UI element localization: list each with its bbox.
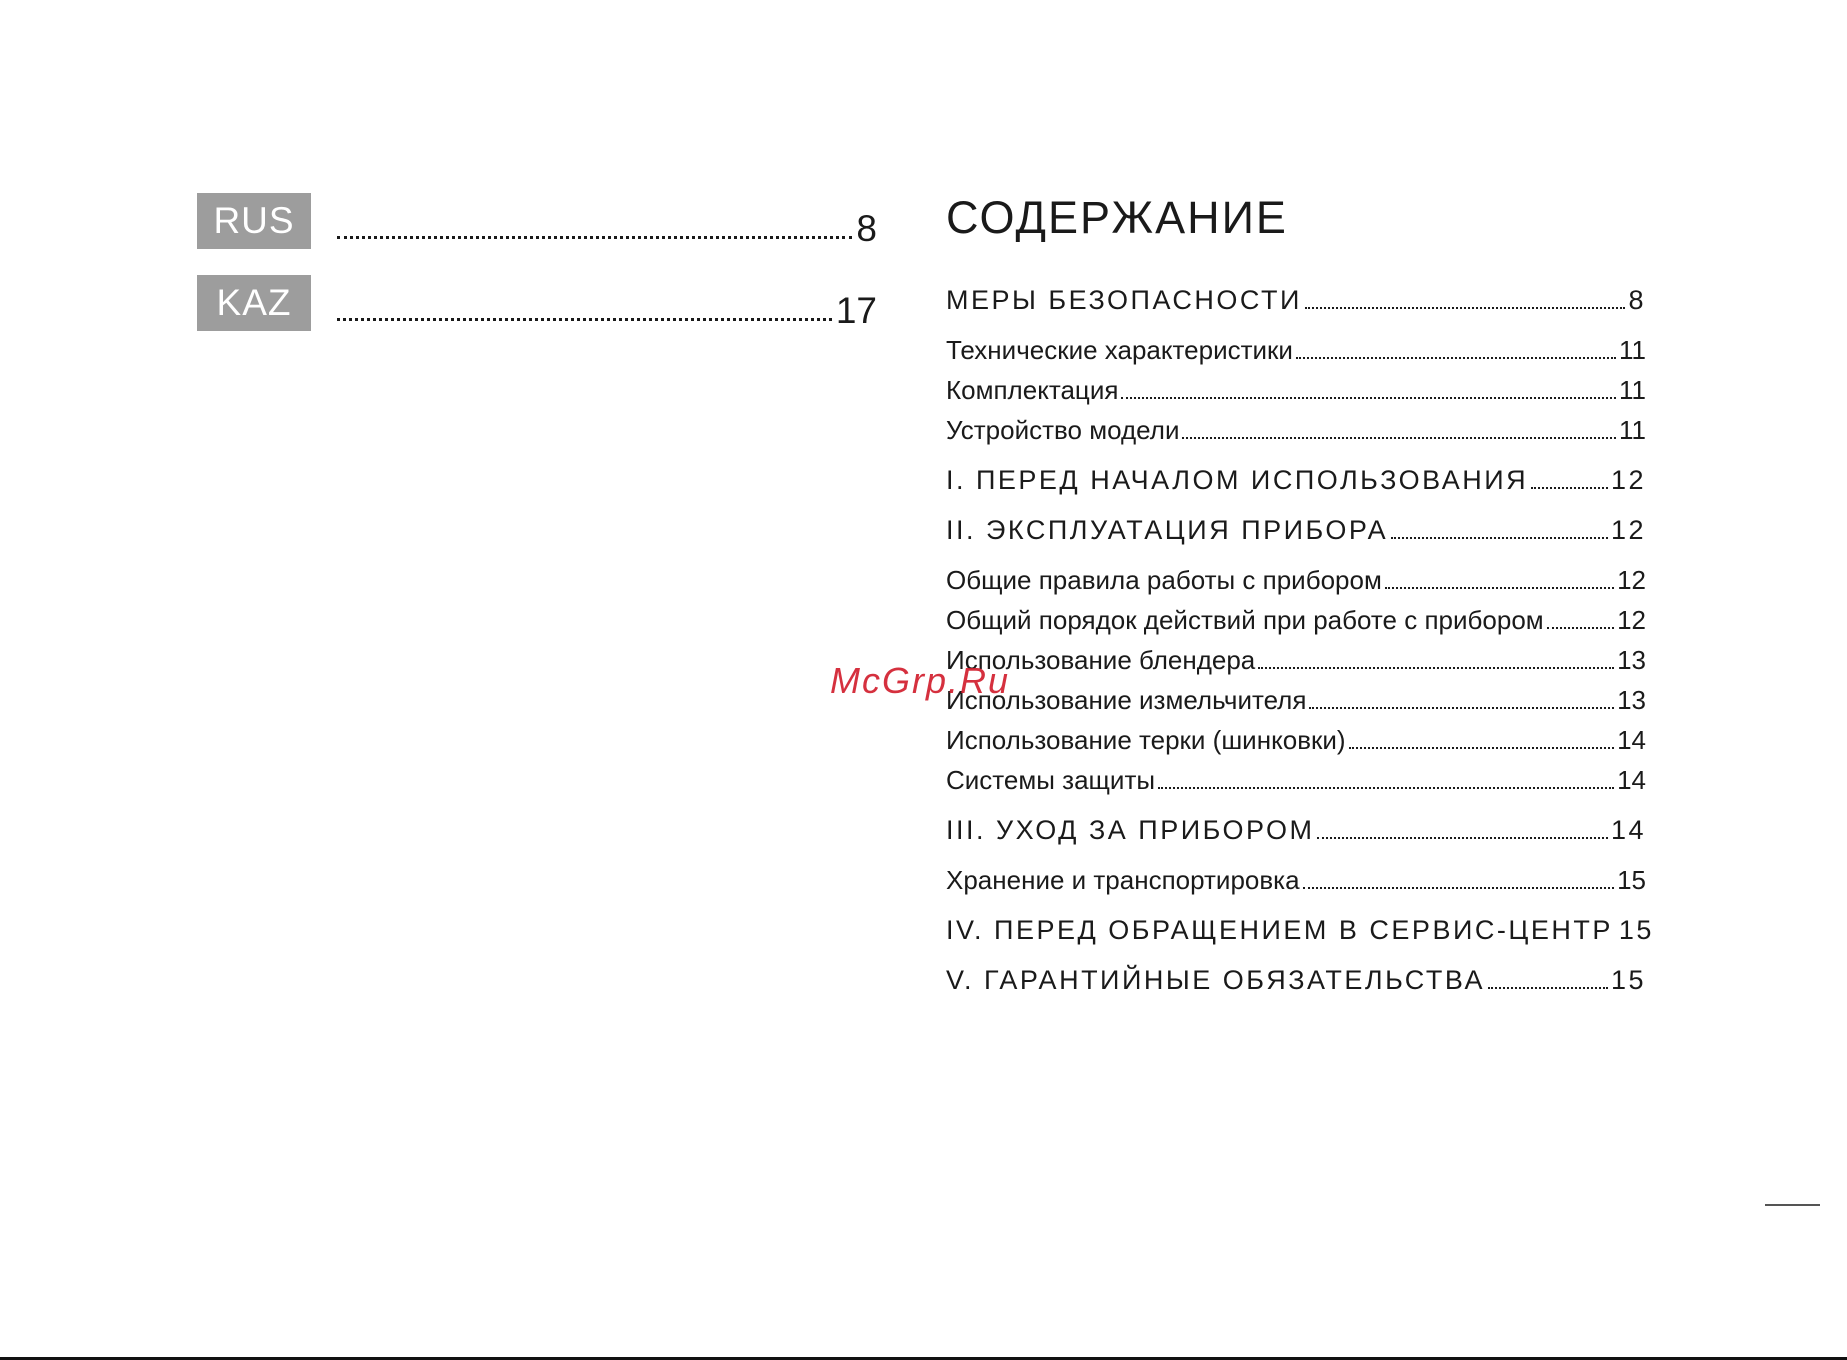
language-page-number: 17: [835, 290, 877, 331]
toc-entry-label: Технические характеристики: [946, 335, 1293, 365]
language-page-number: 8: [856, 208, 877, 249]
toc-entry[interactable]: [946, 636, 1646, 676]
toc-entry-page: 11: [1619, 415, 1646, 445]
leader-dots: [337, 318, 832, 321]
toc-entry-page: 12: [1610, 465, 1646, 495]
leader-dots: [1182, 437, 1616, 439]
toc-entry-page: 8: [1628, 285, 1646, 315]
language-row-rus[interactable]: [197, 193, 877, 249]
language-badge: RUS: [197, 193, 311, 249]
leader-dots: [1349, 747, 1615, 749]
toc-entry-page: 11: [1619, 335, 1646, 365]
toc-title: СОДЕРЖАНИЕ: [946, 192, 1288, 243]
toc-entry[interactable]: [946, 556, 1646, 596]
toc-entry-label: Комплектация: [946, 375, 1119, 405]
toc-entry[interactable]: [946, 266, 1646, 316]
leader-dots: [1296, 357, 1616, 359]
toc-entry-page: 11: [1619, 375, 1646, 405]
toc-entry[interactable]: [946, 796, 1646, 846]
toc-entry-page: 13: [1617, 685, 1646, 715]
toc-entry-label: V. ГАРАНТИЙНЫЕ ОБЯЗАТЕЛЬСТВА: [946, 965, 1485, 995]
toc-entry-label: Использование терки (шинковки): [946, 725, 1346, 755]
toc-entry[interactable]: [946, 366, 1646, 406]
toc-entry-page: 15: [1617, 865, 1646, 895]
leader-dots: [1309, 707, 1614, 709]
toc-entry[interactable]: [946, 946, 1646, 996]
toc-entry-label: Устройство модели: [946, 415, 1180, 445]
leader-dots: [1258, 667, 1614, 669]
language-index: [197, 193, 877, 357]
toc-entry[interactable]: [946, 756, 1646, 796]
toc-entry-page: 14: [1617, 765, 1646, 795]
toc-entry-page: 12: [1617, 565, 1646, 595]
leader-dots: [1158, 787, 1614, 789]
toc-entry-label: Использование измельчителя: [946, 685, 1307, 715]
toc-entry-page: 12: [1610, 515, 1646, 545]
watermark: McGrp.Ru: [830, 660, 1011, 701]
toc-entry-label: Использование блендера: [946, 645, 1256, 675]
toc-entry[interactable]: [946, 596, 1646, 636]
page-number-rule: [1765, 1204, 1820, 1206]
leader-dots: [1305, 307, 1626, 309]
toc-entry-page: 13: [1617, 645, 1646, 675]
leader-dots: [1488, 987, 1608, 989]
toc-entry-page: 14: [1610, 815, 1646, 845]
toc-entry[interactable]: [946, 406, 1646, 446]
toc-entry[interactable]: [946, 856, 1646, 896]
leader-dots: [1317, 837, 1608, 839]
toc-entry[interactable]: [946, 446, 1646, 496]
toc-entry-page: 15: [1618, 915, 1654, 945]
language-row-kaz[interactable]: [197, 275, 877, 331]
toc-entry[interactable]: [946, 896, 1654, 946]
toc-entry-label: Общие правила работы с прибором: [946, 565, 1382, 595]
toc-entry-label: МЕРЫ БЕЗОПАСНОСТИ: [946, 285, 1302, 315]
toc-entry-label: III. УХОД ЗА ПРИБОРОМ: [946, 815, 1315, 845]
dot-leader: [337, 209, 877, 249]
toc-entry-label: IV. ПЕРЕД ОБРАЩЕНИЕМ В СЕРВИС-ЦЕНТР: [946, 915, 1613, 945]
leader-dots: [337, 236, 852, 239]
toc-entry[interactable]: [946, 496, 1646, 546]
language-badge: KAZ: [197, 275, 311, 331]
leader-dots: [1531, 487, 1608, 489]
dot-leader: [337, 291, 877, 331]
toc-entry-label: Системы защиты: [946, 765, 1156, 795]
leader-dots: [1391, 537, 1608, 539]
leader-dots: [1303, 887, 1615, 889]
toc-entry[interactable]: [946, 676, 1646, 716]
toc-entry-label: Хранение и транспортировка: [946, 865, 1300, 895]
toc-entry-label: I. ПЕРЕД НАЧАЛОМ ИСПОЛЬЗОВАНИЯ: [946, 465, 1529, 495]
toc-entry[interactable]: [946, 326, 1646, 366]
toc-entry-page: 12: [1617, 605, 1646, 635]
toc-entry[interactable]: [946, 716, 1646, 756]
toc-entry-label: II. ЭКСПЛУАТАЦИЯ ПРИБОРА: [946, 515, 1389, 545]
leader-dots: [1547, 627, 1614, 629]
leader-dots: [1385, 587, 1614, 589]
toc-entry-label: Общий порядок действий при работе с прибором: [946, 605, 1544, 635]
toc-entry-page: 15: [1610, 965, 1646, 995]
leader-dots: [1121, 397, 1616, 399]
toc-entry-page: 14: [1617, 725, 1646, 755]
table-of-contents: [946, 190, 1654, 996]
